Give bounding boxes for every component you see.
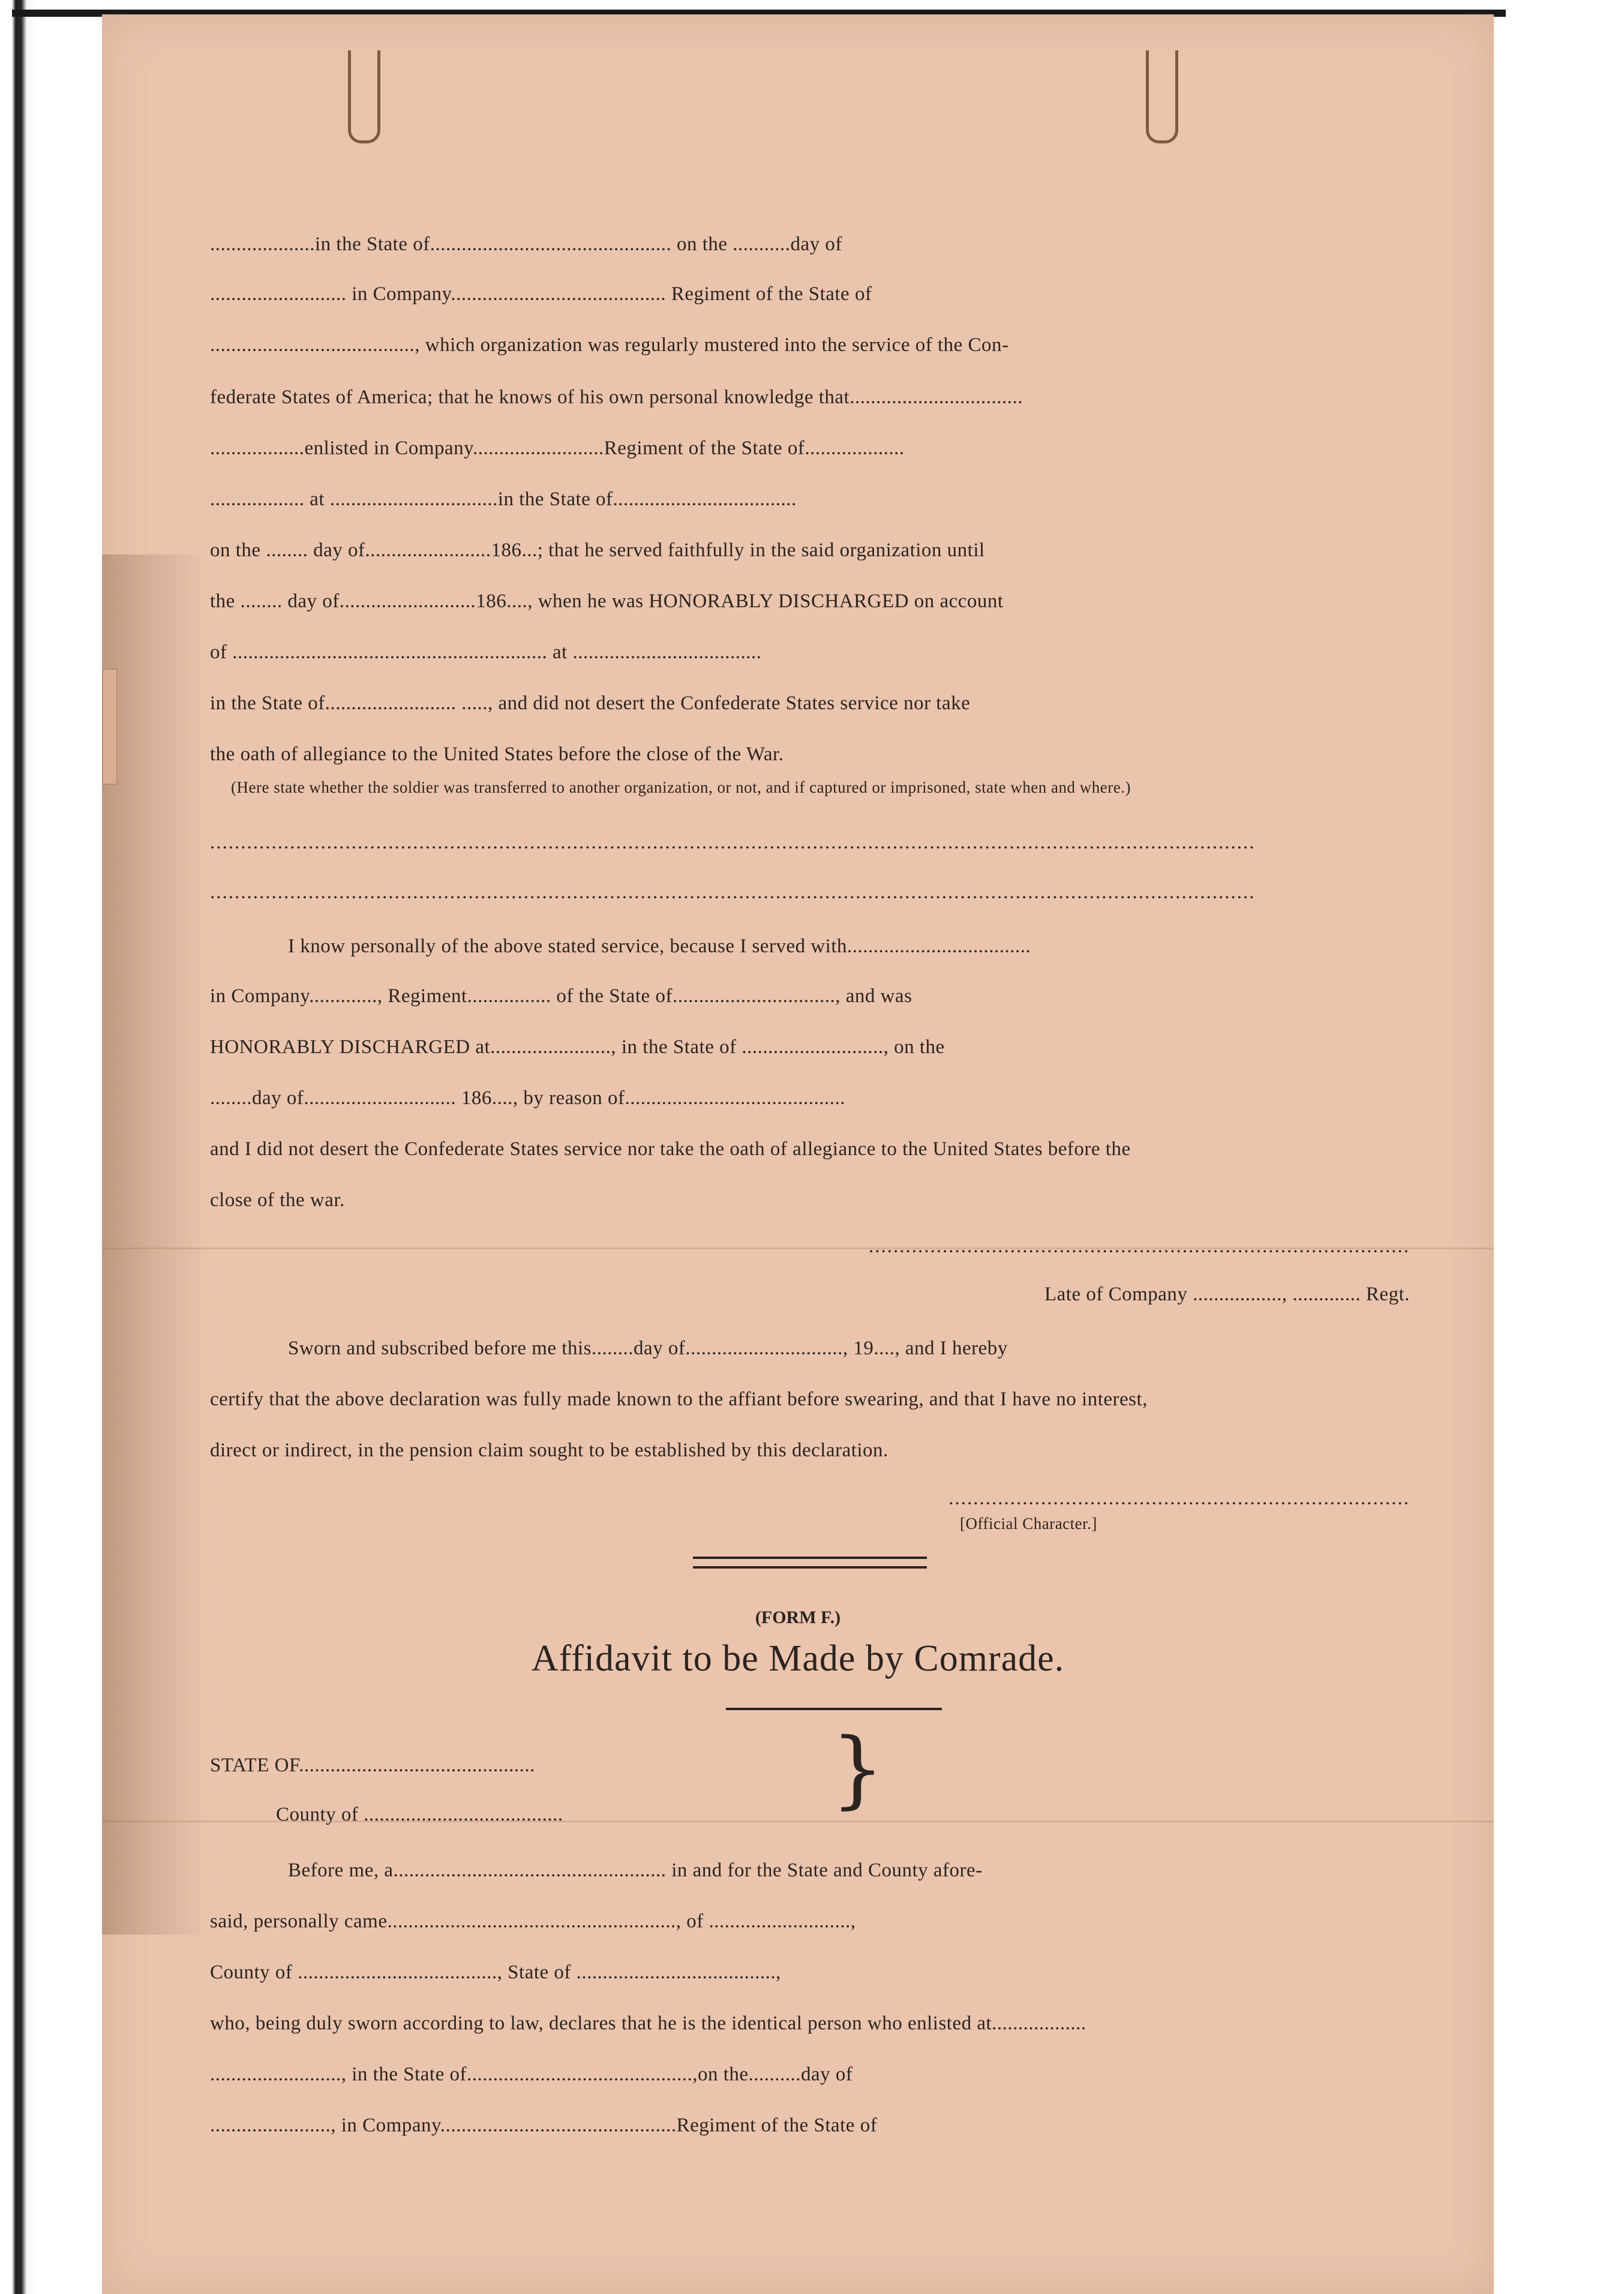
state-of-field: STATE OF............................................. <box>210 1755 535 1776</box>
bracket-icon: } <box>831 1720 885 1818</box>
staple-left <box>348 50 380 143</box>
form-line: the ........ day of..........................186...., when he was HONORABLY DISCHARGED on account <box>210 590 1004 612</box>
affidavit-line: County of ......................................, State of ......................................, <box>210 1962 781 1983</box>
late-of-company: Late of Company ................., ............. Regt. <box>1044 1284 1410 1305</box>
statement-line: I know personally of the above stated service, because I served with................................... <box>288 935 1031 957</box>
page-title: Affidavit to be Made by Comrade. <box>531 1638 1065 1679</box>
signature-line: ........................................................................................ <box>869 1236 1410 1257</box>
county-of-field: County of ...................................... <box>276 1804 563 1825</box>
affidavit-line: Before me, a.................................................... in and for the State and County afore- <box>288 1860 983 1881</box>
staple-right <box>1146 50 1178 143</box>
statement-line: and I did not desert the Confederate States service nor take the oath of allegiance to the United States before the <box>210 1138 1131 1160</box>
form-label: (FORM F.) <box>755 1608 841 1627</box>
instruction-note: (Here state whether the soldier was transferred to another organization, or not, and if captured or imprisoned, state when and where.) <box>231 778 1131 796</box>
form-line: of ............................................................ at .................................... <box>210 641 762 663</box>
statement-line: HONORABLY DISCHARGED at......................., in the State of ..........................., on the <box>210 1036 945 1058</box>
statement-line: close of the war. <box>210 1189 345 1211</box>
form-line: federate States of America; that he knows of his own personal knowledge that................................. <box>210 386 1023 408</box>
statement-line: ........day of............................. 186...., by reason of.......................................... <box>210 1087 846 1109</box>
document-page <box>102 14 1494 2294</box>
blank-line: .......................................................................................................................................................................... <box>210 881 1256 903</box>
form-line: .................. at ................................in the State of................................... <box>210 488 797 510</box>
affidavit-line: said, personally came......................................................., of ..........................., <box>210 1911 856 1932</box>
sworn-line: direct or indirect, in the pension claim sought to be established by this declaration. <box>210 1440 888 1461</box>
official-character-label: [Official Character.] <box>960 1515 1097 1533</box>
paper-tab <box>102 668 118 785</box>
affidavit-line: who, being duly sworn according to law, declares that he is the identical person who enlisted at.................. <box>210 2013 1086 2034</box>
water-stain <box>102 554 210 1935</box>
section-divider <box>693 1557 927 1569</box>
scanner-background-left <box>0 0 102 2294</box>
form-line: ..................enlisted in Company.........................Regiment of the State of................... <box>210 437 905 459</box>
sworn-line: Sworn and subscribed before me this........day of.............................., 19...., and I hereby <box>288 1338 1008 1359</box>
title-underline <box>726 1708 942 1710</box>
official-signature-line: ........................................................................... <box>948 1488 1410 1509</box>
form-line: on the ........ day of........................186...; that he served faithfully in the said organization until <box>210 539 985 561</box>
blank-line: .......................................................................................................................................................................... <box>210 832 1256 853</box>
affidavit-line: ........................., in the State of...........................................,on the..........day of <box>210 2064 853 2085</box>
form-line: the oath of allegiance to the United States before the close of the War. <box>210 743 784 765</box>
form-line: .......................... in Company......................................... Regiment of the State of <box>210 283 872 305</box>
form-line: ....................in the State of.............................................. on the ...........day of <box>210 233 842 255</box>
sworn-line: certify that the above declaration was fully made known to the affiant before swearing, and that I have no interest, <box>210 1389 1148 1410</box>
form-line: ......................................., which organization was regularly mustered into the service of the Con- <box>210 334 1009 356</box>
affidavit-line: ......................., in Company.............................................Regiment of the State of <box>210 2115 878 2136</box>
form-line: in the State of......................... ....., and did not desert the Confederate States service nor take <box>210 692 971 714</box>
statement-line: in Company............., Regiment................ of the State of..............................., and was <box>210 985 912 1007</box>
